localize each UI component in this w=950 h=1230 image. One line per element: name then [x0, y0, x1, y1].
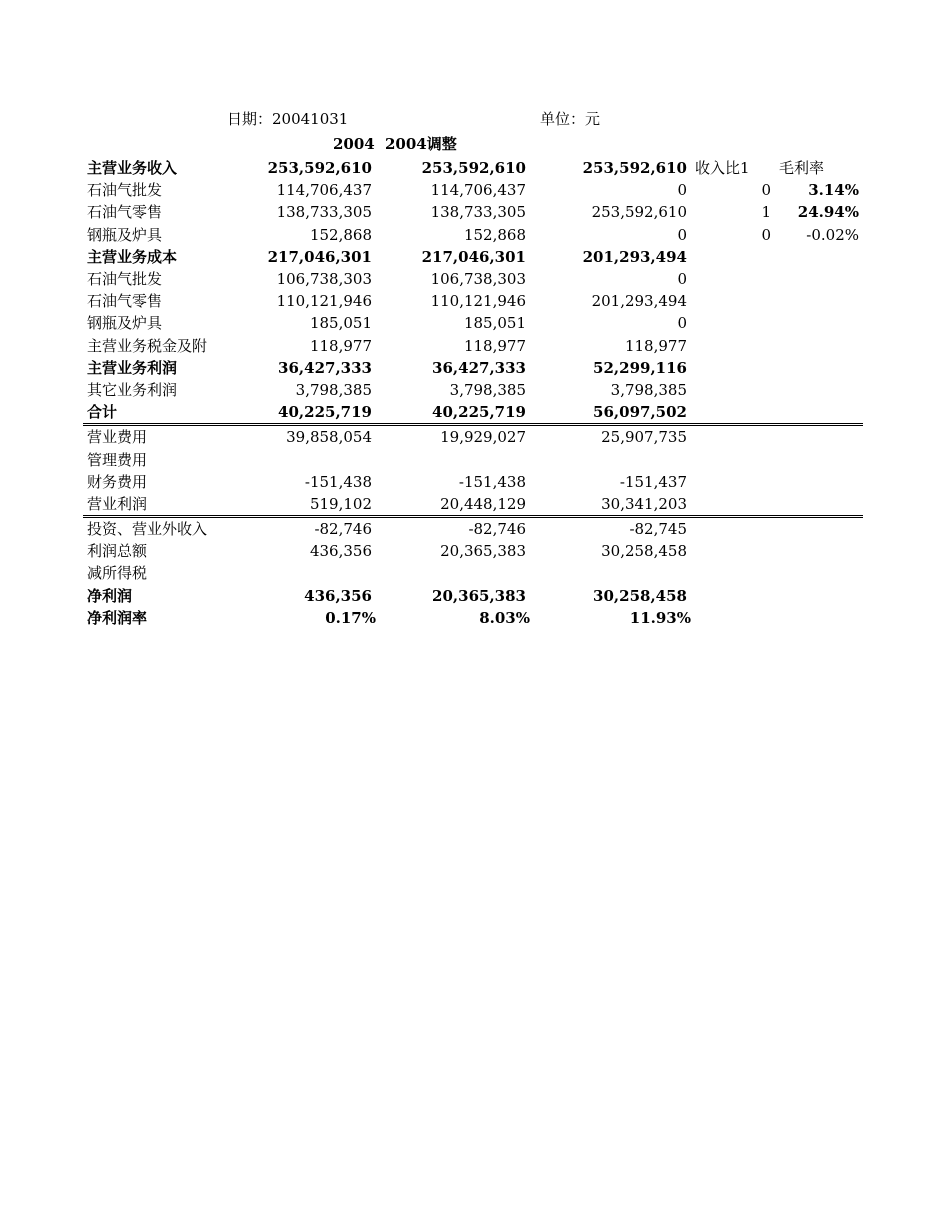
unit-label: 单位：元	[540, 110, 601, 128]
cell-2004-adjusted: 8.03%	[479, 608, 530, 627]
row-label: 主营业务利润	[87, 358, 178, 377]
cell-revenue-ratio	[691, 335, 775, 357]
cell-2004: -82,746	[314, 520, 372, 539]
cell-col3: 253,592,610	[591, 203, 687, 222]
cell-col3: 30,258,458	[601, 542, 687, 561]
cell-2004-adjusted: 138,733,305	[430, 203, 526, 222]
table-row	[83, 562, 863, 584]
cell-gross-margin	[775, 471, 863, 493]
cell-gross-margin	[775, 401, 863, 425]
table-row	[83, 540, 863, 562]
table-row	[83, 268, 863, 290]
cell-gross-margin	[775, 425, 863, 449]
cell-2004: -151,438	[304, 472, 372, 491]
cell-revenue-ratio: 收入比1	[695, 159, 750, 178]
row-label: 投资、营业外收入	[87, 520, 208, 539]
cell-gross-margin	[775, 312, 863, 334]
cell-col3: 118,977	[624, 336, 687, 355]
table-row	[83, 335, 863, 357]
cell-revenue-ratio	[691, 517, 775, 541]
cell-revenue-ratio	[691, 585, 775, 607]
cell-revenue-ratio	[691, 562, 775, 584]
cell-2004	[223, 448, 376, 470]
cell-2004: 519,102	[223, 493, 376, 517]
cell-revenue-ratio	[691, 493, 775, 517]
cell-gross-margin: 24.94%	[797, 203, 859, 222]
cell-revenue-ratio	[691, 312, 775, 334]
table-row	[83, 585, 863, 607]
cell-2004-adjusted: 106,738,303	[430, 270, 526, 289]
cell-gross-margin	[775, 562, 863, 584]
cell-2004: 106,738,303	[276, 270, 372, 289]
cell-gross-margin	[775, 357, 863, 379]
row-label: 主营业务税金及附	[87, 336, 208, 355]
cell-revenue-ratio	[691, 607, 775, 629]
table-row	[83, 379, 863, 401]
cell-2004: 114,706,437	[276, 181, 372, 200]
cell-revenue-ratio: 1	[761, 203, 771, 222]
cell-2004-adjusted: 3,798,385	[449, 380, 526, 399]
cell-2004: 110,121,946	[276, 292, 372, 311]
row-label: 利润总额	[87, 542, 148, 561]
cell-col3: 52,299,116	[593, 358, 687, 377]
cell-2004	[223, 562, 376, 584]
cell-col3: 30,258,458	[593, 586, 687, 605]
table-row	[83, 607, 863, 629]
cell-revenue-ratio	[691, 290, 775, 312]
row-label: 净利润	[87, 586, 133, 605]
cell-2004-adjusted: 185,051	[463, 314, 526, 333]
cell-gross-margin	[775, 268, 863, 290]
row-label: 净利润率	[87, 608, 148, 627]
cell-revenue-ratio	[691, 540, 775, 562]
cell-2004: 138,733,305	[276, 203, 372, 222]
cell-2004: 0.17%	[325, 608, 376, 627]
cell-gross-margin	[775, 246, 863, 268]
cell-col3: 201,293,494	[582, 247, 687, 266]
table-row	[83, 201, 863, 223]
cell-col3: 30,341,203	[530, 493, 691, 517]
cell-2004: 152,868	[309, 225, 372, 244]
cell-2004-adjusted: 19,929,027	[440, 428, 526, 447]
cell-revenue-ratio	[691, 425, 775, 449]
cell-2004: 39,858,054	[286, 428, 372, 447]
row-label: 主营业务收入	[87, 159, 178, 178]
row-label: 主营业务成本	[87, 247, 178, 266]
row-label: 财务费用	[87, 472, 148, 491]
cell-revenue-ratio	[691, 448, 775, 470]
cell-2004-adjusted: 20,365,383	[440, 542, 526, 561]
table-row	[83, 357, 863, 379]
table-row	[83, 471, 863, 493]
cell-gross-margin	[775, 493, 863, 517]
cell-2004: 253,592,610	[267, 159, 372, 178]
cell-2004-adjusted: 40,225,719	[376, 401, 530, 425]
cell-gross-margin	[775, 290, 863, 312]
cell-gross-margin: 毛利率	[779, 159, 825, 178]
cell-2004-adjusted: 152,868	[463, 225, 526, 244]
cell-2004: 436,356	[304, 586, 372, 605]
cell-revenue-ratio	[691, 357, 775, 379]
row-label: 其它业务利润	[87, 380, 178, 399]
cell-col3: 25,907,735	[601, 428, 687, 447]
column-header-2004: 2004	[333, 135, 375, 153]
cell-revenue-ratio	[691, 268, 775, 290]
row-label: 石油气批发	[87, 270, 163, 289]
cell-2004-adjusted: -151,438	[458, 472, 526, 491]
table-row	[83, 517, 863, 541]
cell-revenue-ratio	[691, 379, 775, 401]
table-row	[83, 290, 863, 312]
table-row	[83, 448, 863, 470]
row-label: 合计	[83, 401, 223, 425]
table-row	[83, 312, 863, 334]
table-row	[83, 246, 863, 268]
cell-2004-adjusted: 253,592,610	[421, 159, 526, 178]
cell-col3: 253,592,610	[582, 159, 687, 178]
cell-col3	[530, 448, 691, 470]
cell-2004-adjusted	[376, 562, 530, 584]
row-label: 石油气零售	[87, 203, 163, 222]
cell-2004: 185,051	[309, 314, 372, 333]
row-label: 石油气零售	[87, 292, 163, 311]
date-label: 日期：20041031	[227, 110, 349, 128]
row-label: 减所得税	[87, 564, 148, 583]
cell-gross-margin	[775, 448, 863, 470]
cell-2004: 436,356	[309, 542, 372, 561]
cell-gross-margin: -0.02%	[806, 225, 859, 244]
cell-col3	[530, 562, 691, 584]
cell-col3: 11.93%	[629, 608, 691, 627]
cell-2004-adjusted: 20,448,129	[376, 493, 530, 517]
cell-revenue-ratio	[691, 401, 775, 425]
cell-col3: 0	[677, 270, 687, 289]
cell-col3: -151,437	[619, 472, 687, 491]
row-label: 钢瓶及炉具	[87, 314, 163, 333]
table-row	[83, 157, 863, 179]
row-label: 石油气批发	[87, 181, 163, 200]
income-statement-table	[83, 157, 863, 629]
table-row	[83, 493, 863, 517]
cell-2004-adjusted: 36,427,333	[432, 358, 526, 377]
cell-2004-adjusted: 118,977	[463, 336, 526, 355]
table-row	[83, 224, 863, 246]
cell-revenue-ratio: 0	[761, 181, 771, 200]
cell-gross-margin	[775, 585, 863, 607]
cell-col3: 201,293,494	[591, 292, 687, 311]
cell-2004-adjusted: 20,365,383	[432, 586, 526, 605]
cell-2004: 36,427,333	[278, 358, 372, 377]
cell-2004-adjusted: 114,706,437	[430, 181, 526, 200]
cell-revenue-ratio	[691, 471, 775, 493]
row-label: 营业利润	[83, 493, 223, 517]
cell-gross-margin	[775, 517, 863, 541]
row-label: 钢瓶及炉具	[87, 225, 163, 244]
cell-2004: 217,046,301	[267, 247, 372, 266]
cell-2004-adjusted: 110,121,946	[430, 292, 526, 311]
row-label: 管理费用	[87, 450, 148, 469]
cell-revenue-ratio: 0	[761, 225, 771, 244]
cell-col3: 3,798,385	[610, 380, 687, 399]
cell-col3: 56,097,502	[530, 401, 691, 425]
row-label: 营业费用	[87, 428, 148, 447]
cell-gross-margin	[775, 335, 863, 357]
cell-gross-margin	[775, 379, 863, 401]
cell-col3: 0	[677, 181, 687, 200]
cell-2004-adjusted: -82,746	[468, 520, 526, 539]
cell-2004-adjusted	[376, 448, 530, 470]
column-header-2004-adjusted: 2004调整	[385, 135, 457, 153]
cell-col3: 0	[677, 225, 687, 244]
table-row	[83, 425, 863, 449]
cell-gross-margin	[775, 540, 863, 562]
table-row	[83, 179, 863, 201]
cell-2004: 40,225,719	[223, 401, 376, 425]
cell-col3: 0	[677, 314, 687, 333]
table-row	[83, 401, 863, 425]
cell-gross-margin	[775, 607, 863, 629]
cell-revenue-ratio	[691, 246, 775, 268]
cell-2004: 3,798,385	[295, 380, 372, 399]
cell-gross-margin: 3.14%	[808, 181, 859, 200]
cell-col3: -82,745	[629, 520, 687, 539]
cell-2004: 118,977	[309, 336, 372, 355]
cell-2004-adjusted: 217,046,301	[421, 247, 526, 266]
